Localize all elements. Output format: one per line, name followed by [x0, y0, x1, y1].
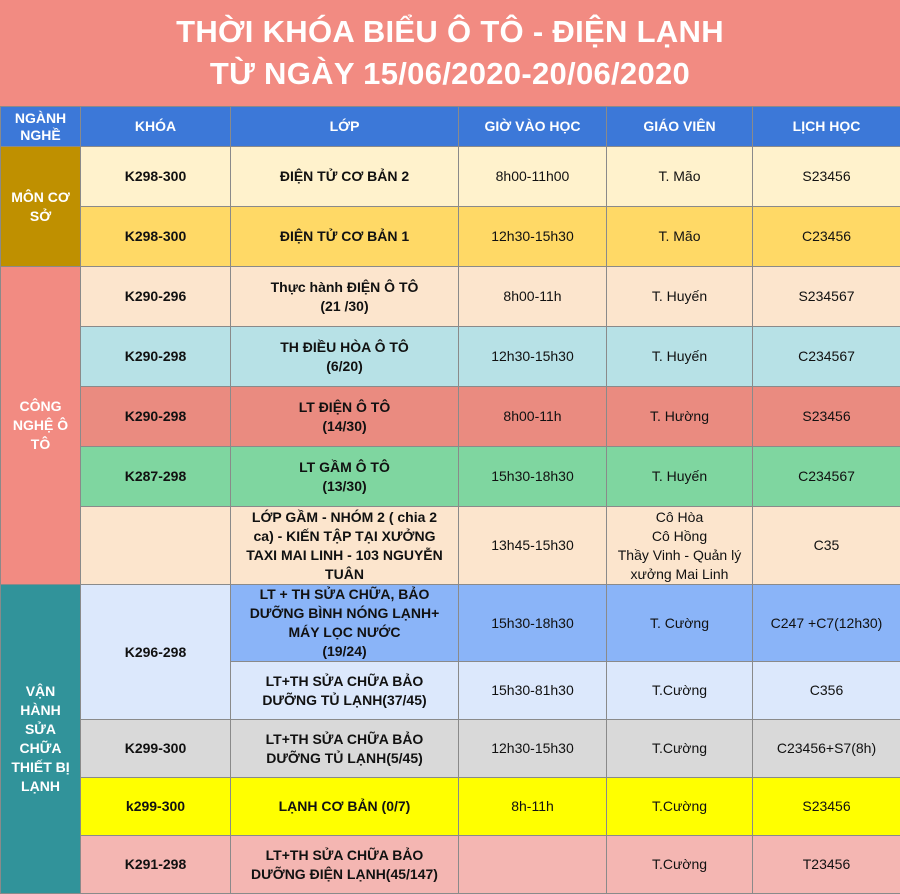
cell-lop-line: DƯỠNG BÌNH NÓNG LẠNH+ — [235, 604, 454, 623]
cell-lop-line: LT GẦM Ô TÔ — [235, 458, 454, 477]
cell-giaovien: T. Hường — [607, 387, 753, 447]
cell-gv-line: Cô Hồng — [611, 527, 748, 546]
cell-lop — [231, 387, 459, 447]
cell-lop-line: DƯỠNG TỦ LẠNH(5/45) — [235, 749, 454, 768]
cell-gio: 12h30-15h30 — [459, 327, 607, 387]
cell-lop — [231, 836, 459, 894]
cell-lichhoc: C23456 — [753, 207, 900, 267]
header-row — [1, 107, 900, 147]
table-row — [1, 207, 900, 267]
table-row — [1, 585, 900, 662]
cell-gio: 15h30-18h30 — [459, 585, 607, 662]
title-line-2: TỪ NGÀY 15/06/2020-20/06/2020 — [0, 56, 900, 92]
cell-khoa: K287-298 — [81, 447, 231, 507]
cell-lop-line: (21 /30) — [235, 297, 454, 316]
cell-khoa: K290-298 — [81, 387, 231, 447]
cell-gio: 13h45-15h30 — [459, 507, 607, 585]
cell-lop-line: Thực hành ĐIỆN Ô TÔ — [235, 278, 454, 297]
cell-lop-line: TH ĐIỀU HÒA Ô TÔ — [235, 338, 454, 357]
cell-giaovien: T. Huyến — [607, 447, 753, 507]
cell-lichhoc: S23456 — [753, 147, 900, 207]
table-row — [1, 836, 900, 894]
cell-lichhoc: S23456 — [753, 778, 900, 836]
cell-lichhoc: S23456 — [753, 387, 900, 447]
cell-lop-line: TUÂN — [235, 565, 454, 584]
cell-gio: 12h30-15h30 — [459, 720, 607, 778]
cell-lop-line: LT+TH SỬA CHỮA BẢO — [235, 672, 454, 691]
cell-giaovien: T. Huyến — [607, 327, 753, 387]
group-moncoso: MÔN CƠ SỞ — [1, 147, 81, 267]
cell-lop — [231, 720, 459, 778]
cell-khoa: K298-300 — [81, 147, 231, 207]
cell-lop — [231, 662, 459, 720]
header-gio: GIỜ VÀO HỌC — [459, 107, 607, 147]
cell-lichhoc: C247 +C7(12h30) — [753, 585, 900, 662]
cell-lop-line: ca) - KIẾN TẬP TẠI XƯỞNG — [235, 527, 454, 546]
cell-lop-line: LT+TH SỬA CHỮA BẢO — [235, 846, 454, 865]
cell-lichhoc: C356 — [753, 662, 900, 720]
header-khoa: KHÓA — [81, 107, 231, 147]
cell-gv-line: xưởng Mai Linh — [611, 565, 748, 584]
group-congnghe: CÔNG NGHỆ Ô TÔ — [1, 267, 81, 585]
cell-gio: 8h00-11h00 — [459, 147, 607, 207]
cell-gio: 12h30-15h30 — [459, 207, 607, 267]
cell-khoa: K299-300 — [81, 720, 231, 778]
cell-giaovien: T. Huyến — [607, 267, 753, 327]
table-row — [1, 387, 900, 447]
cell-lichhoc: C234567 — [753, 327, 900, 387]
cell-lichhoc: C23456+S7(8h) — [753, 720, 900, 778]
cell-khoa — [81, 507, 231, 585]
table-row — [1, 778, 900, 836]
title-banner — [0, 0, 900, 106]
cell-lop — [231, 267, 459, 327]
cell-lop-line: (13/30) — [235, 477, 454, 496]
cell-lop-line: TAXI MAI LINH - 103 NGUYỄN — [235, 546, 454, 565]
table-row — [1, 267, 900, 327]
cell-khoa: K290-296 — [81, 267, 231, 327]
cell-lop — [231, 585, 459, 662]
cell-khoa: K291-298 — [81, 836, 231, 894]
cell-gio: 8h-11h — [459, 778, 607, 836]
title-line-1: THỜI KHÓA BIỂU Ô TÔ - ĐIỆN LẠNH — [0, 14, 900, 50]
cell-lop — [231, 327, 459, 387]
cell-khoa: K290-298 — [81, 327, 231, 387]
cell-giaovien: T. Cường — [607, 585, 753, 662]
cell-khoa: k299-300 — [81, 778, 231, 836]
cell-gio — [459, 836, 607, 894]
cell-lop: ĐIỆN TỬ CƠ BẢN 2 — [231, 147, 459, 207]
cell-giaovien: T.Cường — [607, 836, 753, 894]
header-nganh: NGÀNH NGHỀ — [1, 107, 81, 147]
cell-giaovien: T. Mão — [607, 147, 753, 207]
cell-khoa: K296-298 — [81, 585, 231, 720]
cell-khoa: K298-300 — [81, 207, 231, 267]
cell-lop-line: LT + TH SỬA CHỮA, BẢO — [235, 585, 454, 604]
cell-lop-line: MÁY LỌC NƯỚC — [235, 623, 454, 642]
cell-lop-line: LỚP GẦM - NHÓM 2 ( chia 2 — [235, 508, 454, 527]
cell-lop-line: DƯỠNG ĐIỆN LẠNH(45/147) — [235, 865, 454, 884]
cell-gio: 15h30-81h30 — [459, 662, 607, 720]
cell-lop-line: (19/24) — [235, 642, 454, 661]
cell-giaovien: T.Cường — [607, 662, 753, 720]
cell-lop-line: LT ĐIỆN Ô TÔ — [235, 398, 454, 417]
header-giaovien: GIÁO VIÊN — [607, 107, 753, 147]
header-lop: LỚP — [231, 107, 459, 147]
cell-giaovien — [607, 507, 753, 585]
cell-lichhoc: T23456 — [753, 836, 900, 894]
group-vanhanh: VẬN HÀNH SỬA CHỮA THIẾT BỊ LẠNH — [1, 585, 81, 894]
cell-gv-line: Thầy Vinh - Quản lý — [611, 546, 748, 565]
header-lichhoc: LỊCH HỌC — [753, 107, 900, 147]
table-row — [1, 327, 900, 387]
table-row — [1, 720, 900, 778]
cell-gio: 15h30-18h30 — [459, 447, 607, 507]
cell-lichhoc: S234567 — [753, 267, 900, 327]
table-row — [1, 507, 900, 585]
cell-gv-line: Cô Hòa — [611, 508, 748, 527]
cell-lop-line: (6/20) — [235, 357, 454, 376]
table-row — [1, 447, 900, 507]
cell-lop: LẠNH CƠ BẢN (0/7) — [231, 778, 459, 836]
cell-gio: 8h00-11h — [459, 267, 607, 327]
cell-lichhoc: C35 — [753, 507, 900, 585]
cell-gio: 8h00-11h — [459, 387, 607, 447]
schedule-table — [0, 106, 900, 894]
cell-lop-line: LT+TH SỬA CHỮA BẢO — [235, 730, 454, 749]
cell-giaovien: T.Cường — [607, 720, 753, 778]
cell-lop-line: DƯỠNG TỦ LẠNH(37/45) — [235, 691, 454, 710]
table-row — [1, 147, 900, 207]
cell-giaovien: T.Cường — [607, 778, 753, 836]
cell-giaovien: T. Mão — [607, 207, 753, 267]
cell-lop — [231, 447, 459, 507]
cell-lop — [231, 507, 459, 585]
cell-lichhoc: C234567 — [753, 447, 900, 507]
cell-lop: ĐIỆN TỬ CƠ BẢN 1 — [231, 207, 459, 267]
cell-lop-line: (14/30) — [235, 417, 454, 436]
